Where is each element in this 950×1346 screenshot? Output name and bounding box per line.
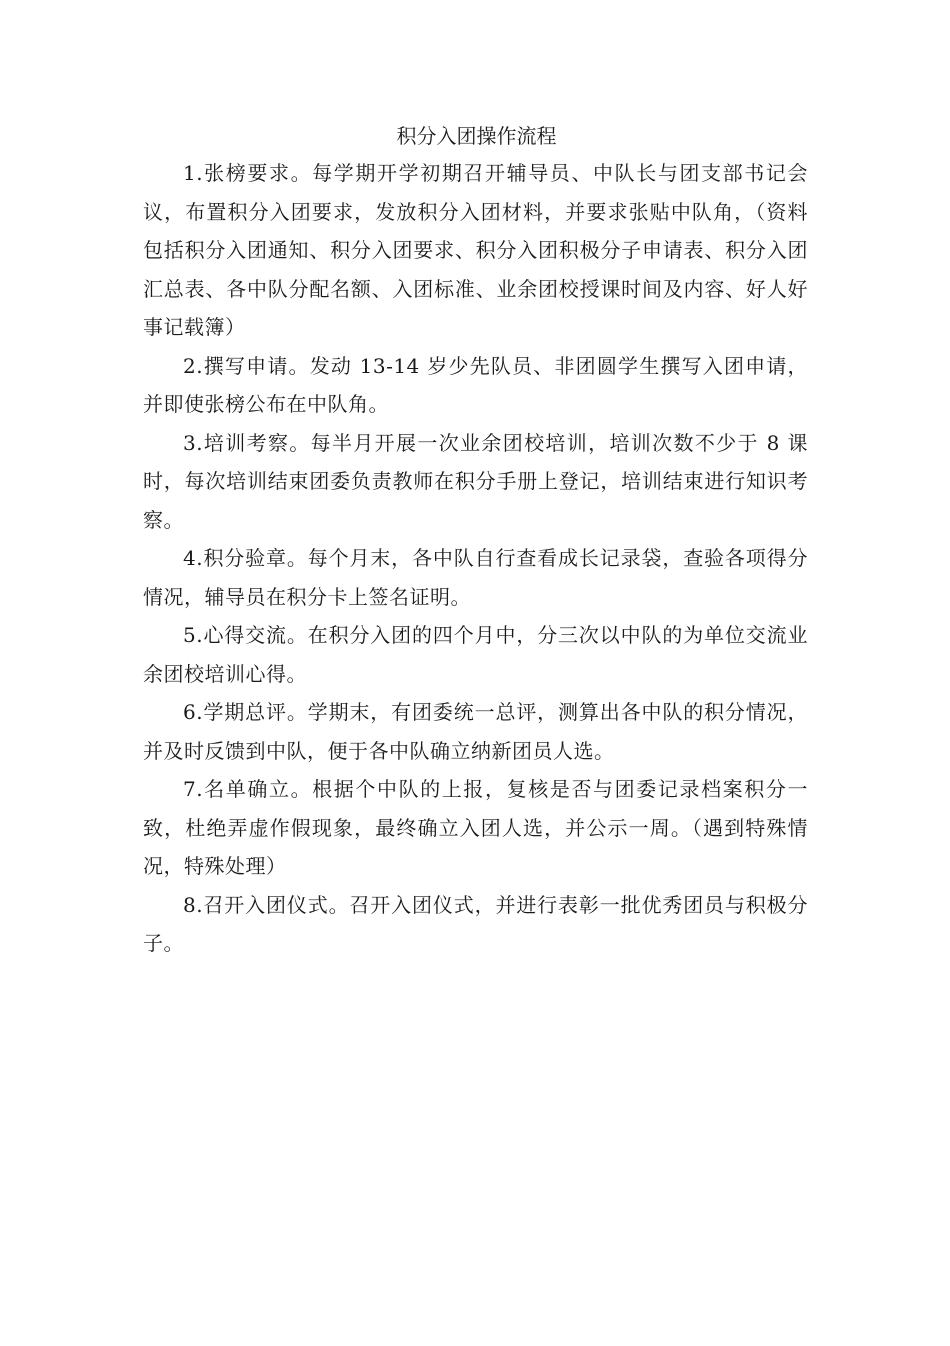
paragraph-step-3: 3.培训考察。每半月开展一次业余团校培训，培训次数不少于 8 课时，每次培训结束团委负责教师在积分手册上登记，培训结束进行知识考察。 bbox=[143, 430, 808, 532]
paragraph-step-4: 4.积分验章。每个月末，各中队自行查看成长记录袋，查验各项得分情况，辅导员在积分卡上签名证明。 bbox=[143, 546, 808, 609]
paragraph-step-6: 6.学期总评。学期末，有团委统一总评，测算出各中队的积分情况，并及时反馈到中队，便于各中队确立纳新团员人选。 bbox=[143, 700, 808, 763]
document-title: 积分入团操作流程 bbox=[396, 124, 557, 148]
paragraph-step-5: 5.心得交流。在积分入团的四个月中，分三次以中队的为单位交流业余团校培训心得。 bbox=[143, 623, 808, 686]
paragraph-step-8: 8.召开入团仪式。召开入团仪式，并进行表彰一批优秀团员与积极分子。 bbox=[143, 892, 808, 955]
paragraph-step-7: 7.名单确立。根据个中队的上报，复核是否与团委记录档案积分一致，杜绝弄虚作假现象，最终确立入团人选，并公示一周。（遇到特殊情况，特殊处理） bbox=[143, 777, 808, 878]
paragraph-step-1: 1.张榜要求。每学期开学初期召开辅导员、中队长与团支部书记会议，布置积分入团要求，发放积分入团材料，并要求张贴中队角，（资料包括积分入团通知、积分入团要求、积分入团积极分子申请表、积分入团汇总表、各中队分配名额、入团标准、业余团校授课时间及内容、好人好事记载簿） bbox=[143, 161, 808, 339]
paragraph-step-2: 2.撰写申请。发动 13-14 岁少先队员、非团圆学生撰写入团申请，并即使张榜公布在中队角。 bbox=[143, 353, 808, 416]
document-body bbox=[143, 118, 808, 963]
